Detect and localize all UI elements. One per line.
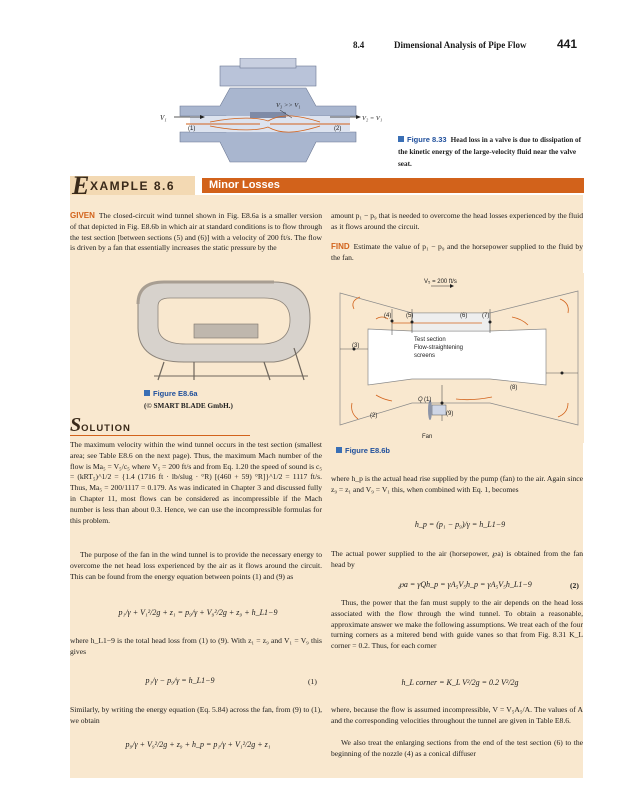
label-v5: V₅ = 200 ft/s [424,279,457,285]
label-section-2: (2) [334,126,342,132]
equation-2-number: (2) [570,581,579,590]
tunnel-schematic [332,273,584,443]
fan-hub [432,405,446,415]
label-s8: (8) [510,385,518,391]
find-paragraph [331,242,583,264]
point-1 [441,402,444,405]
valve-stem-cap [240,58,296,68]
label-flow-straightening: Flow-straightening [414,345,464,351]
point-8 [561,372,564,375]
valve-seat [250,112,286,118]
schematic-caption-label: Figure E8.6b [345,446,391,455]
label-s4: (4) [384,313,392,319]
energy-equation: p₁/γ + V₁²/2g + z₁ = p₉/γ + V₉²/2g + z₉ + h_L1−9 [118,608,278,617]
example-banner [70,171,584,200]
solution-right-paragraph-3: Thus, the power that the fan must supply to the air depends on the head loss associated with the flow through the wind tunnel. To obtain a reasonable, approximate answer we make the following assumptions. We treat each of the four turning corners as a mitered bend with guide vanes so that from Fig. 8.31 K_L corner = 0.2. Thus, for each corner [331,598,583,651]
schematic-caption [336,444,390,456]
solution-right-paragraph-2: The actual power supplied to the air (horsepower, ℘a) is obtained from the fan head by [331,549,583,569]
tunnel-outline-inner [368,329,546,385]
label-s2: (2) [370,413,378,419]
photo-credit: (© SMART BLADE GmbH.) [144,402,233,410]
running-title: Dimensional Analysis of Pipe Flow [394,40,527,50]
solution-heading [70,414,131,437]
fan-blade [428,400,432,420]
equation-1-number: (1) [308,677,317,686]
label-test-section: Test section [414,337,446,343]
valve-figure [150,58,390,170]
point-4 [391,320,394,323]
photo-caption [144,387,233,411]
solution-paragraph-4: Similarly, by writing the energy equation (Eq. 5.84) across the fan, from (9) to (1), we obtain [70,705,322,725]
find-text: Estimate the value of p₁ − p₉ and the horsepower supplied to the fluid by the fan. [331,242,583,262]
solution-initial: S [70,414,82,436]
label-v1: V₁ [160,114,167,122]
find-label: FIND [331,242,350,251]
label-s1: (1) [424,397,432,403]
label-screens: screens [414,353,436,359]
equation-2: ℘a = γQh_p = γA₅V₅h_p = γA₅V₅h_L1−9 [398,580,532,589]
section-number: 8.4 [353,40,365,50]
corner-loss-equation: h_L corner = K_L V²/2g = 0.2 V²/2g [401,678,519,687]
label-s3: (3) [352,343,360,349]
valve-figure-caption [398,133,588,169]
label-q: Q [418,397,423,403]
given-label: GIVEN [70,211,95,220]
solution-paragraph-1: The maximum velocity within the wind tunnel occurs in the test section (smallest area; see Table E8.6 on the next page). Thus, the maximum Mach number of the flow is Ma₅ = V₅/c₅ where V₅ = 200 ft/s and from Eq. 1.20 the speed of sound is c₅ = (kRT₅)^1/2 = {1.4 (1716 ft · lb/slug · °R) [(460 + 59) °R]}^1/2 = 1117 ft/s. Thus, Ma₅ = 200/1117 = 0.179. As was indicated in Chapter 3 and discussed fully in Chapter 11, most flows can be considered as incompressible if the Mach number is less than about 0.3. Hence, we can use the incompressible formulas for this problem. [70,440,322,525]
label-s9: (9) [446,411,454,417]
equation-1: p₁/γ − p₉/γ = h_L1−9 [145,676,215,685]
solution-rule [70,435,250,436]
label-s6: (6) [460,313,468,319]
given-text: The closed-circuit wind tunnel shown in Fig. E8.6a is a smaller version of that depicted in Fig. E8.6b in which air at standard conditions is to flow through the test section [between sections (5) and (6)] with a velocity of 200 ft/s. The flow is driven by a fan that essentially increases the static pressure by the [70,211,322,253]
caption-marker-icon [144,390,150,396]
caption-marker-icon [336,447,342,453]
given-paragraph [70,211,322,254]
caption-text: Head loss in a valve is due to dissipation of the kinetic energy of the large-velocity fluid near the valve seat. [398,136,582,168]
label-section-1: (1) [188,126,196,132]
point-5 [411,321,414,324]
label-s7: (7) [482,313,490,319]
solution-paragraph-2: The purpose of the fan in the wind tunnel is to provide the necessary energy to overcome the net head loss experienced by the air as it flows around the circuit. This can be found from the energy equation between points (1) and (9) as [70,550,322,581]
solution-right-paragraph-5: We also treat the enlarging sections from the end of the test section (6) to the beginning of the nozzle (4) as a conical diffuser [331,738,583,758]
head-rise-equation: h_p = (p₁ − p₉)/γ = h_L1−9 [414,520,506,529]
given-continued: amount p₁ − p₉ that is needed to overcome the head losses experienced by the fluid as it flows around the circuit. [331,211,583,231]
solution-label: OLUTION [81,423,131,434]
photo-caption-label: Figure E8.6a [153,389,198,398]
caption-label: Figure 8.33 [407,135,447,144]
arrow-head [356,115,361,119]
solution-right-paragraph-1: where h_p is the actual head rise supplied by the pump (fan) to the air. Again since z₉ = z₁ and V₉ = V₁ this, when combined with Eq. 1, becomes [331,474,583,494]
fan-energy-equation: p₉/γ + V₉²/2g + z₉ + h_p = p₁/γ + V₁²/2g + z₁ [125,740,271,749]
test-section-box [412,313,490,331]
example-title: Minor Losses [209,179,280,191]
test-section [194,324,258,338]
page-number: 441 [557,37,578,51]
label-v3: V₃ >> V₁ [276,102,301,109]
solution-paragraph-3: where h_L1−9 is the total head loss from (1) to (9). With z₁ = z₉ and V₁ = V₉ this gives [70,636,322,656]
point-6 [489,321,492,324]
banner-initial: E [72,171,90,200]
label-v2: V₂ = V₁ [362,115,383,122]
banner-example-number: XAMPLE 8.6 [90,179,176,193]
label-s5: (5) [406,313,414,319]
wind-tunnel-photo [124,268,324,382]
solution-right-paragraph-4: where, because the flow is assumed incompressible, V = V₅A₅/A. The values of A and the corresponding velocities throughout the tunnel are given in Table E8.6. [331,705,583,725]
caption-marker-icon [398,136,404,142]
label-fan: Fan [422,434,433,440]
valve-top-flange [220,66,316,86]
